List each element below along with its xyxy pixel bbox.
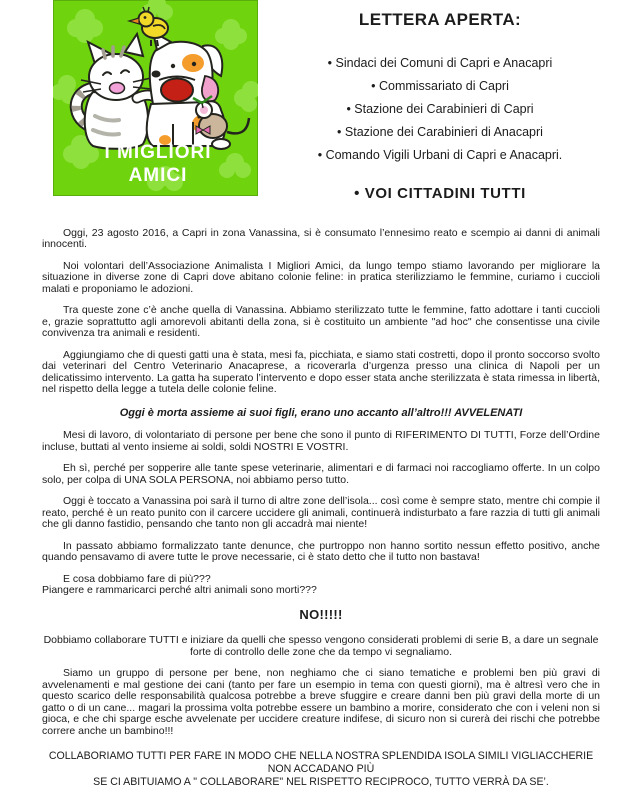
final-appeal [42, 750, 600, 789]
recipient-carabinieri-anacapri: • Stazione dei Carabinieri di Anacapri [337, 125, 543, 139]
paragraph-injured-cat: Aggiungiamo che di questi gatti una è stata, mesi fa, picchiata, e siamo stati costretti, dopo il pronto soccorso svolto dai veterinari del Centro Veterinario Anacaprese, a ricoverarla d’urgenza presso una clinica di Napoli per un delicatissimo intervento. La gatta ha superato l’intervento e dopo esser stata anche sterilizzata è stata rimessa in libertà, nel rispetto della legge a tutela delle colonie feline. [42, 348, 600, 395]
final-line-3: SE CI ABITUIAMO A " COLLABORARE" NEL RISPETTO RECIPROCO, TUTTO VERRÀ DA SE’. [93, 776, 549, 788]
recipient-vigili-urbani: • Comando Vigili Urbani di Capri e Anacapri. [317, 148, 563, 162]
paragraph-questions [42, 574, 600, 597]
recipient-mayors: • Sindaci dei Comuni di Capri e Anacapri [327, 56, 553, 70]
collaborate-line-1: Dobbiamo collaborare TUTTI e iniziare da quelli che spesso vengono considerati problemi di serie B, a dare un segnale [43, 634, 599, 646]
letter-title: LETTERA APERTA: [358, 10, 522, 29]
logo-wordmark-line1: I MIGLIORI [104, 142, 212, 163]
highlight-death-line: Oggi è morta assieme ai suoi figli, erano uno accanto all’altro!!! AVVELENATI [119, 406, 523, 419]
paragraph-today-vanassina: Oggi è toccato a Vanassina poi sarà il turno di altre zone dell’isola... così come è sempre stato, mentre chi compie il reato, perché è un reato punito con il carcere uccidere gli animali, continuerà indisturbato a fare razzia di tutti gli animali che gli danno fastidio, pensando che tanto non gli accadrà mai niente! [42, 495, 600, 530]
paragraph-incident: Oggi, 23 agosto 2016, a Capri in zona Vanassina, si è consumato l’ennesimo reato e scempio ai danni di animali innocenti. [42, 226, 600, 250]
logo-image [53, 0, 258, 196]
paragraph-complaints: In passato abbiamo formalizzato tante denunce, che purtroppo non hanno sortito nessun effetto positivo, anche quando pensavamo di avere tutte le prove necessarie, ci è stato detto che il tutto non bastava! [42, 539, 600, 563]
letter-body [0, 202, 640, 790]
collaborate-line-2: forte di controllo delle zone che da tempo vi segnaliamo. [189, 645, 453, 658]
paragraph-collaborate [42, 635, 600, 658]
paragraph-volunteers: Noi volontari dell’Associazione Animalista I Migliori Amici, da lungo tempo stiamo lavorando per migliorare la situazione in diverse zone di Capri dove abitano colonie feline: in pratica sterilizziamo le femmine, curiamo i cuccioli malati e proponiamo le adozioni. [42, 259, 600, 295]
logo-wordmark-line2: AMICI [128, 165, 188, 186]
association-logo [53, 0, 258, 196]
addressee-all-citizens: • VOI CITTADINI TUTTI [354, 184, 526, 202]
paragraph-donations: Eh sì, perché per sopperire alle tante spese veterinarie, alimentari e di farmaci noi raccogliamo offerte. In un colpo solo, per colpa di UNA SOLA PERSONA, noi abbiamo perso tutto. [42, 462, 600, 486]
letter-header [0, 0, 640, 202]
no-shout-line: NO!!!!! [299, 606, 343, 622]
recipient-list [264, 56, 616, 163]
final-line-1: COLLABORIAMO TUTTI PER FARE IN MODO CHE NELLA NOSTRA SPLENDIDA ISOLA SIMILI VIGLIACCHERIE [48, 750, 594, 762]
final-line-2: NON ACCADANO PIÙ [267, 763, 375, 775]
recipient-carabinieri-capri: • Stazione dei Carabinieri di Capri [346, 102, 534, 116]
letter-header-right [258, 0, 640, 202]
recipient-police-commissariat: • Commissariato di Capri [371, 79, 509, 93]
question-line-2: Piangere e rammaricarci perché altri animali sono morti??? [42, 584, 317, 596]
paragraph-group-of-good-people: Siamo un gruppo di persone per bene, non neghiamo che ci siano tematiche e problemi ben più gravi di avvelenamenti e mal gestione dei cani (tanto per fare un esempio in tema con questi giorni), ma è altresì vero che in questo scarico delle responsabilità qualcosa potrebbe a breve sfuggire e creare danni ben più gravi della morte di un gatto o di un cane... magari la prossima volta potrebbe essere un bambino a morire, considerato che con i veleni non si gioca, e che chi sparge esche avvelenate per uccidere creature indifese, di sicuro non si curerà dei rischi che potrebbe correre anche un bambino!!! [42, 667, 600, 737]
paragraph-months-of-work: Mesi di lavoro, di volontariato di persone per bene che sono il punto di RIFERIMENTO DI TUTTI, Forze dell’Ordine incluse, buttati al vento insieme ai soldi, soldi NOSTRI E VOSTRI. [42, 429, 600, 453]
paragraph-vanassina-zone: Tra queste zone c’è anche quella di Vanassina. Abbiamo sterilizzato tutte le femmine, fatto adottare i tanti cuccioli e, grazie soprattutto agli amorevoli abitanti della zona, si è costituito un ambiente "ad hoc" che consentisse una civile convivenza tra animali e residenti. [42, 304, 600, 339]
question-line-1: E cosa dobbiamo fare di più??? [63, 572, 211, 585]
